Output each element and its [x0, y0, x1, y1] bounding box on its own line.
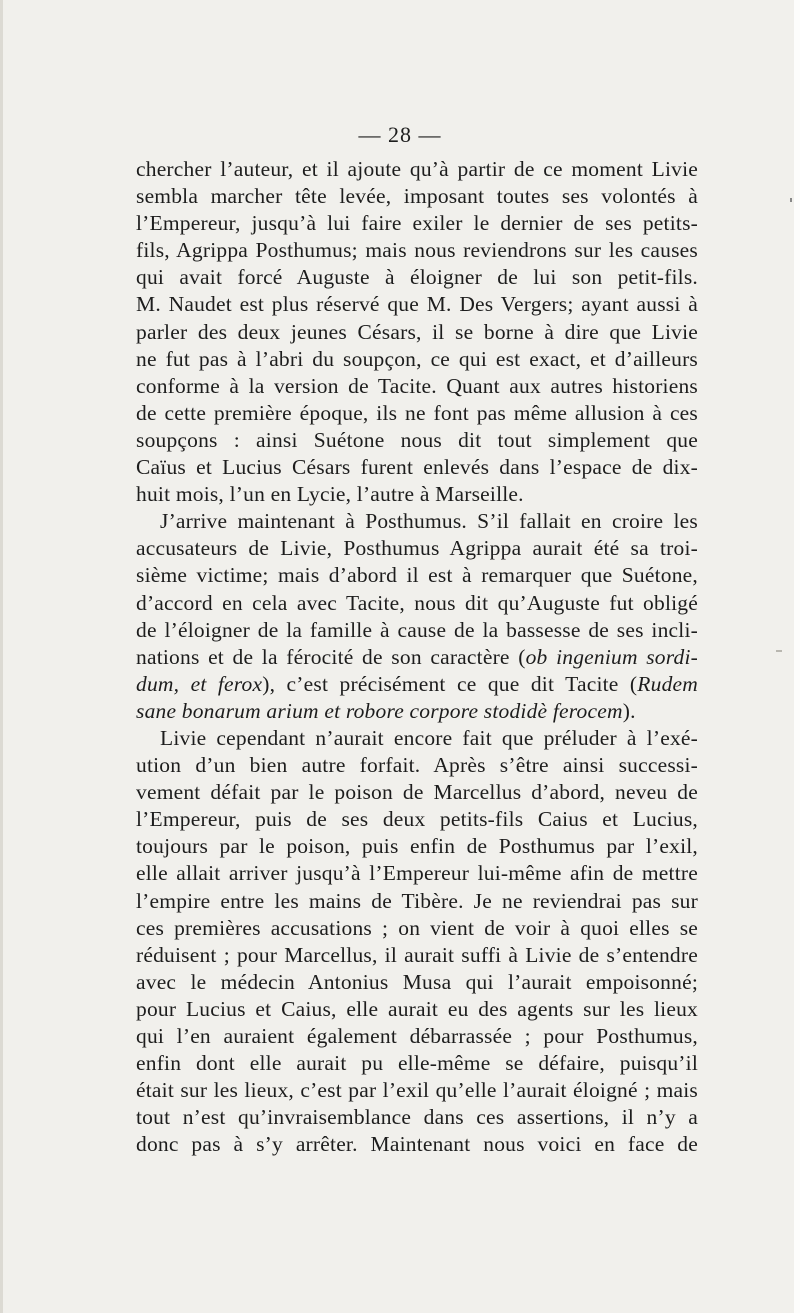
text-line	[136, 400, 698, 427]
italic-segment: Rudem	[637, 671, 698, 696]
text-line	[136, 427, 698, 454]
text-line	[136, 508, 698, 535]
text-segment: M. Naudet est plus réservé que M. Des Vergers; ayant aussi à	[136, 292, 698, 317]
text-segment: l’empire entre les mains de Tibère. Je ne reviendrai pas sur	[136, 888, 698, 913]
text-line	[136, 454, 698, 481]
text-segment: soupçons : ainsi Suétone nous dit tout simplement que	[136, 427, 698, 452]
text-line	[136, 346, 698, 373]
text-line	[136, 210, 698, 237]
text-line	[136, 156, 698, 183]
text-line	[136, 1131, 698, 1158]
italic-segment: dum, et ferox	[136, 671, 263, 696]
text-line	[136, 698, 698, 725]
text-line	[136, 752, 698, 779]
italic-segment: ob ingenium sordi-	[525, 644, 698, 669]
margin-mark	[776, 650, 782, 652]
text-line	[136, 725, 698, 752]
text-segment: l’Empereur, jusqu’à lui faire exiler le dernier de ses petits-	[136, 211, 698, 236]
text-line	[136, 562, 698, 589]
text-segment: sembla marcher tête levée, imposant toutes ses volontés à	[136, 184, 698, 209]
text-segment: ution d’un bien autre forfait. Après s’être ainsi successi-	[136, 753, 698, 778]
text-segment: J’arrive maintenant à Posthumus. S’il fallait en croire les	[160, 509, 698, 534]
text-line	[136, 996, 698, 1023]
text-line	[136, 779, 698, 806]
text-segment: Caïus et Lucius Césars furent enlevés dans l’espace de dix-	[136, 455, 698, 480]
text-line	[136, 1104, 698, 1131]
text-line	[136, 1023, 698, 1050]
text-segment: chercher l’auteur, et il ajoute qu’à partir de ce moment Livie	[136, 157, 698, 181]
text-segment: toujours par le poison, puis enfin de Posthumus par l’exil,	[136, 834, 698, 859]
text-line	[136, 888, 698, 915]
body-text	[136, 156, 698, 1158]
text-segment: d’accord en cela avec Tacite, nous dit qu’Auguste fut obligé	[136, 590, 698, 615]
text-segment: avec le médecin Antonius Musa qui l’aurait empoisonné;	[136, 969, 698, 994]
page-shadow-edge	[0, 0, 3, 1313]
text-line	[136, 319, 698, 346]
text-segment: qui avait forcé Auguste à éloigner de lui son petit-fils.	[136, 265, 698, 290]
text-segment: parler des deux jeunes Césars, il se borne à dire que Livie	[136, 319, 698, 344]
text-segment: l’Empereur, puis de ses deux petits-fils Caius et Lucius,	[136, 807, 698, 832]
text-segment: était sur les lieux, c’est par l’exil qu’elle l’aurait éloigné ; mais	[136, 1078, 698, 1103]
text-line	[136, 806, 698, 833]
text-line	[136, 644, 698, 671]
text-line	[136, 1077, 698, 1104]
text-segment: ne fut pas à l’abri du soupçon, ce qui est exact, et d’ailleurs	[136, 346, 698, 371]
text-segment: ).	[622, 698, 636, 723]
text-line	[136, 481, 698, 508]
text-segment: accusateurs de Livie, Posthumus Agrippa aurait été sa troi-	[136, 536, 698, 561]
text-segment: donc pas à s’y arrêter. Maintenant nous voici en face de	[136, 1132, 698, 1157]
text-line	[136, 237, 698, 264]
text-segment: conforme à la version de Tacite. Quant aux autres historiens	[136, 373, 698, 398]
text-segment: de cette première époque, ils ne font pas même allusion à ces	[136, 400, 698, 425]
text-line	[136, 915, 698, 942]
text-segment: réduisent ; pour Marcellus, il aurait suffi à Livie de s’entendre	[136, 942, 698, 967]
text-segment: fils, Agrippa Posthumus; mais nous reviendrons sur les causes	[136, 238, 698, 263]
text-segment: vement défait par le poison de Marcellus d’abord, neveu de	[136, 780, 698, 805]
page-edge	[794, 0, 800, 1313]
text-line	[136, 264, 698, 291]
text-segment: Livie cependant n’aurait encore fait que préluder à l’exé-	[160, 725, 698, 750]
text-line	[136, 373, 698, 400]
text-line	[136, 860, 698, 887]
text-segment: de l’éloigner de la famille à cause de la bassesse de ses incli-	[136, 617, 698, 642]
text-segment: sième victime; mais d’abord il est à remarquer que Suétone,	[136, 563, 698, 588]
text-line	[136, 1050, 698, 1077]
text-segment: ), c’est précisément ce que dit Tacite (	[262, 671, 638, 696]
print-speck	[790, 198, 792, 202]
text-line	[136, 617, 698, 644]
text-segment: qui l’en auraient également débarrassée ; pour Posthumus,	[136, 1024, 698, 1048]
text-segment: tout n’est qu’invraisemblance dans ces assertions, il n’y a	[136, 1105, 698, 1130]
text-line	[136, 671, 698, 698]
text-line	[136, 833, 698, 860]
text-segment: nations et de la férocité de son caractère (	[136, 644, 526, 669]
text-line	[136, 942, 698, 969]
text-line	[136, 291, 698, 318]
text-line	[136, 183, 698, 210]
text-line	[136, 535, 698, 562]
text-segment: huit mois, l’un en Lycie, l’autre à Marseille.	[136, 482, 524, 507]
text-line	[136, 590, 698, 617]
text-segment: enfin dont elle aurait pu elle-même se défaire, puisqu’il	[136, 1051, 698, 1076]
text-segment: ces premières accusations ; on vient de voir à quoi elles se	[136, 915, 698, 940]
text-segment: pour Lucius et Caius, elle aurait eu des agents sur les lieux	[136, 996, 698, 1021]
text-segment: elle allait arriver jusqu’à l’Empereur lui-même afin de mettre	[136, 861, 698, 886]
text-line	[136, 969, 698, 996]
italic-segment: sane bonarum arium et robore corpore stodidè ferocem	[136, 698, 623, 723]
page-number: — 28 —	[358, 122, 442, 147]
